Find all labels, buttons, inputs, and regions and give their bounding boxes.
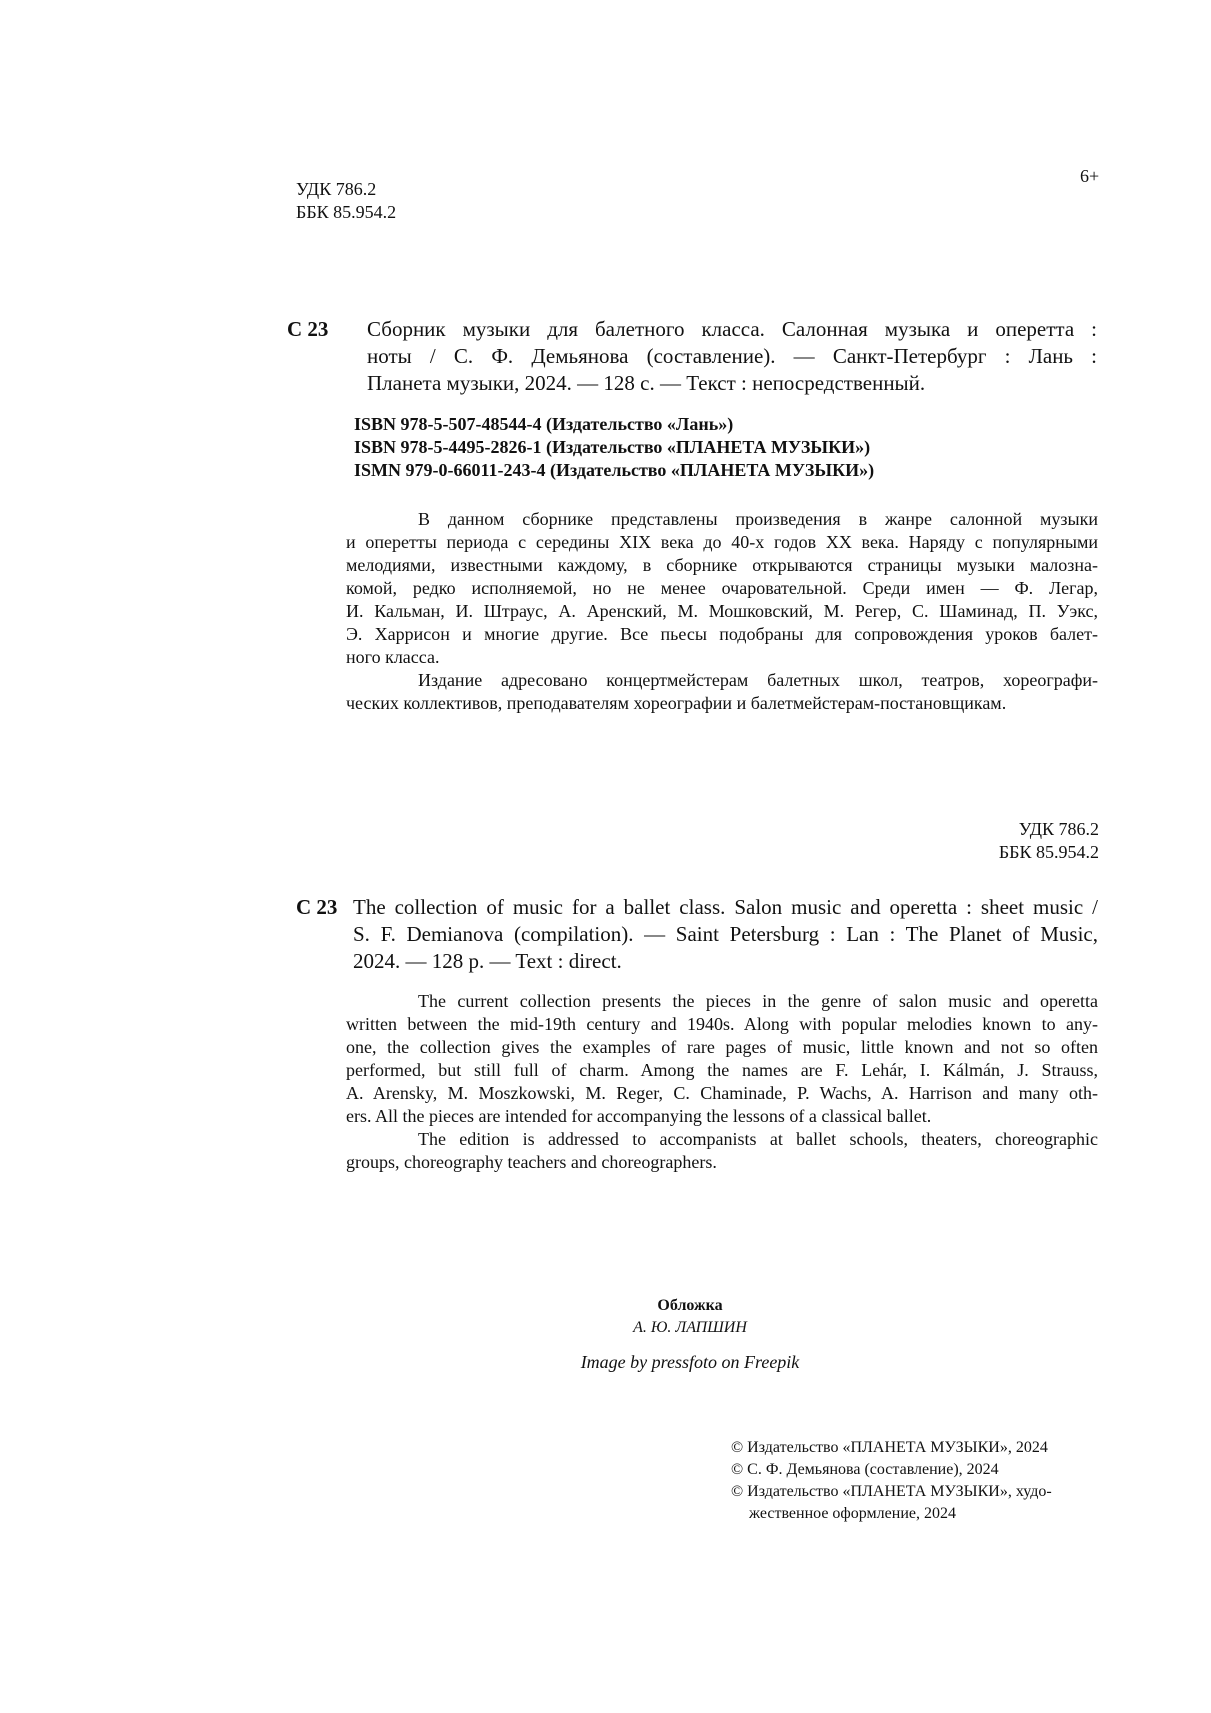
copyright-line: © Издательство «ПЛАНЕТА МУЗЫКИ», худо-: [731, 1483, 1052, 1500]
abstract-line: комой, редко исполняемой, но не менее очаровательной. Среди имен — Ф. Легар,: [346, 578, 1098, 598]
abstract-line: В данном сборнике представлены произведения в жанре салонной музыки: [418, 509, 1098, 529]
abstract-line: ers. All the pieces are intended for accompanying the lessons of a classical ballet.: [346, 1106, 932, 1126]
abstract-line: performed, but still full of charm. Among the names are F. Lehár, I. Kálmán, J. Strauss,: [346, 1060, 1098, 1080]
ru-abstract: [346, 508, 1098, 715]
udk-code: УДК 786.2: [1018, 819, 1099, 839]
abstract-line: The current collection presents the pieces in the genre of salon music and operetta: [418, 991, 1098, 1011]
age-rating: 6+: [1080, 166, 1100, 186]
biblio-line: Сборник музыки для балетного класса. Салонная музыка и оперетта :: [367, 317, 1097, 341]
copyright-line: жественное оформление, 2024: [749, 1505, 956, 1522]
abstract-line: A. Arensky, M. Moszkowski, M. Reger, C. Chaminade, P. Wachs, A. Harrison and many oth-: [346, 1083, 1098, 1103]
cover-artist: А. Ю. ЛАПШИН: [633, 1319, 747, 1336]
isbn-line: ISBN 978-5-4495-2826-1 (Издательство «ПЛАНЕТА МУЗЫКИ»): [354, 437, 871, 457]
abstract-line: groups, choreography teachers and choreographers.: [346, 1152, 717, 1172]
en-biblio-text: [353, 894, 1098, 975]
copyright-line: © С. Ф. Демьянова (составление), 2024: [731, 1461, 999, 1478]
classification-codes-top: [296, 178, 396, 224]
abstract-line: ческих коллективов, преподавателям хореографии и балетмейстерам-постановщикам.: [346, 693, 1007, 713]
abstract-line: мелодиями, известными каждому, в сборнике открываются страницы музыки малозна-: [346, 555, 1098, 575]
abstract-line: The edition is addressed to accompanists at ballet schools, theaters, choreographic: [418, 1129, 1098, 1149]
isbn-line: ISBN 978-5-507-48544-4 (Издательство «Лань»): [354, 414, 734, 434]
ismn-line: ISMN 979-0-66011-243-4 (Издательство «ПЛАНЕТА МУЗЫКИ»): [354, 460, 875, 480]
classification-codes-mid: [999, 818, 1099, 864]
copyright-line: © Издательство «ПЛАНЕТА МУЗЫКИ», 2024: [731, 1439, 1048, 1456]
ru-biblio-text: [367, 316, 1097, 397]
isbn-list: [354, 413, 874, 482]
abstract-line: written between the mid-19th century and 1940s. Along with popular melodies known to any-: [346, 1014, 1098, 1034]
abstract-line: Издание адресовано концертмейстерам балетных школ, театров, хореографи-: [418, 670, 1098, 690]
biblio-line: Планета музыки, 2024. — 128 с. — Текст : непосредственный.: [367, 371, 926, 395]
bbk-code: ББК 85.954.2: [296, 202, 397, 222]
udk-code: УДК 786.2: [296, 179, 377, 199]
abstract-line: и оперетты периода с середины XIX века до 40-х годов XX века. Наряду с популярными: [346, 532, 1098, 552]
abstract-line: one, the collection gives the examples of rare pages of music, little known and not so often: [346, 1037, 1098, 1057]
cover-label: Обложка: [657, 1297, 723, 1314]
bbk-code: ББК 85.954.2: [998, 842, 1099, 862]
biblio-line: The collection of music for a ballet class. Salon music and operetta : sheet music /: [353, 895, 1098, 919]
abstract-line: И. Кальман, И. Штраус, А. Аренский, М. Мошковский, М. Регер, С. Шаминад, П. Уэкс,: [346, 601, 1098, 621]
author-mark: С 23: [296, 895, 338, 919]
abstract-line: ного класса.: [346, 647, 440, 667]
copyright-block: [731, 1437, 1052, 1525]
cover-credits: [400, 1295, 980, 1339]
author-mark: С 23: [287, 317, 329, 341]
biblio-line: S. F. Demianova (compilation). — Saint Petersburg : Lan : The Planet of Music,: [353, 922, 1098, 946]
abstract-line: Э. Харрисон и многие другие. Все пьесы подобраны для сопровождения уроков балет-: [346, 624, 1098, 644]
image-credit: Image by pressfoto on Freepik: [580, 1352, 800, 1372]
biblio-line: 2024. — 128 p. — Text : direct.: [353, 949, 622, 973]
en-abstract: [346, 990, 1098, 1174]
biblio-line: ноты / С. Ф. Демьянова (составление). — Санкт-Петербург : Лань :: [367, 344, 1097, 368]
